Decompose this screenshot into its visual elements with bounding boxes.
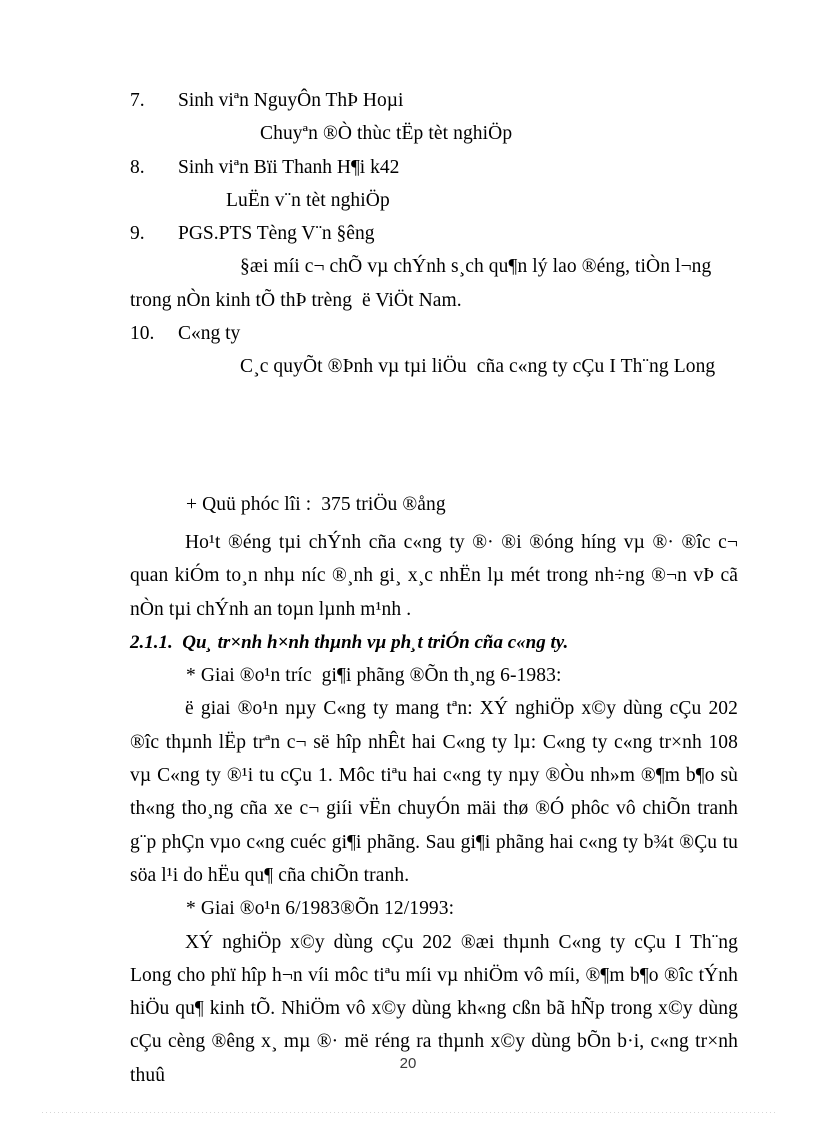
list-item-number: 8. <box>130 156 145 178</box>
list-item <box>130 151 738 184</box>
page-number: 20 <box>399 1055 417 1072</box>
paragraph-stage-2: XÝ nghiÖp x©y dùng cÇu 202 ®æi thµnh C«ng ty cÇu I Th¨ng Long cho phï hîp h¬n víi môc tiªu míi vµ nhiÖm vô míi, ®¶m b¶o ®îc tÝnh hiÖu qu¶ kinh tÕ. NhiÖm vô x©y dùng kh«ng cßn bã hÑp trong x©y dùng cÇu cèng ®êng x¸ mµ ®· më réng ra thµnh x©y dùng bÕn b·i, c«ng tr×nh thuû <box>130 931 738 1086</box>
list-item-text: PGS.PTS Tèng V¨n §êng <box>178 223 375 245</box>
list-item-number: 7. <box>130 90 145 111</box>
section-heading-2-1-1: 2.1.1. Qu¸ tr×nh h×nh thµnh vµ ph¸t triÓn cña c«ng ty. <box>130 631 569 653</box>
list-item-subtitle: Chuyªn ®Ò thùc tËp tèt nghiÖp <box>260 123 513 145</box>
list-item-subtitle: LuËn v¨n tèt nghiÖp <box>226 189 390 211</box>
subheading-stage-2: * Giai ®o¹n 6/1983®Õn 12/1993: <box>186 898 455 920</box>
list-item-text: Sinh viªn Bïi Thanh H¶i k42 <box>178 156 400 178</box>
list-item-text: C«ng ty <box>178 323 241 345</box>
list-item <box>130 84 738 117</box>
list-item-subtitle: C¸c quyÕt ®Þnh vµ tµi liÖu cña c«ng ty cÇu I Th¨ng Long <box>240 356 716 378</box>
paragraph-financial-activity: Ho¹t ®éng tµi chÝnh cña c«ng ty ®· ®i ®óng híng vµ ®· ®îc c¬ quan kiÓm to¸n nhµ níc ®¸nh gi¸ x¸c nhËn lµ mét trong nh÷ng ®¬n vÞ cã nÒn tµi chÝnh an toµn lµnh m¹nh . <box>130 531 738 620</box>
list-item-text: Sinh viªn NguyÔn ThÞ Hoµi <box>178 90 404 111</box>
list-item <box>130 317 738 350</box>
list-item-subtitle-line: §æi míi c¬ chÕ vµ chÝnh s¸ch qu¶n lý lao ®éng, tiÒn l¬ng <box>240 256 712 278</box>
list-item-number: 10. <box>130 323 155 345</box>
benefit-fund-line: + Quü phóc lîi : 375 triÖu ®ång <box>186 493 446 515</box>
page-content <box>130 84 738 1092</box>
list-item-number: 9. <box>130 223 145 245</box>
scan-artifact-line <box>42 1112 776 1113</box>
section-gap <box>130 384 738 488</box>
list-item-subtitle-line: trong nÒn kinh tÕ thÞ trèng ë ViÖt Nam. <box>130 289 462 311</box>
list-item <box>130 217 738 250</box>
subheading-stage-1: * Giai ®o¹n tríc gi¶i phãng ®Õn th¸ng 6-1983: <box>186 665 562 687</box>
paragraph-stage-1: ë giai ®o¹n nµy C«ng ty mang tªn: XÝ nghiÖp x©y dùng cÇu 202 ®îc thµnh lËp trªn c¬ së hîp nhÊt hai C«ng ty lµ: C«ng ty c«ng tr×nh 108 vµ C«ng ty ®¹i tu cÇu 1. Môc tiªu hai c«ng ty nµy ®Òu nh»m ®¶m b¶o sù th«ng tho¸ng cña xe c¬ giíi vËn chuyÓn mäi thø ®Ó phôc vô chiÕn tranh g¨p phÇn vµo c«ng cuéc gi¶i phãng. Sau gi¶i phãng hai c«ng ty b¾t ®Çu tu söa l¹i do hËu qu¶ cña chiÕn tranh. <box>130 698 738 886</box>
